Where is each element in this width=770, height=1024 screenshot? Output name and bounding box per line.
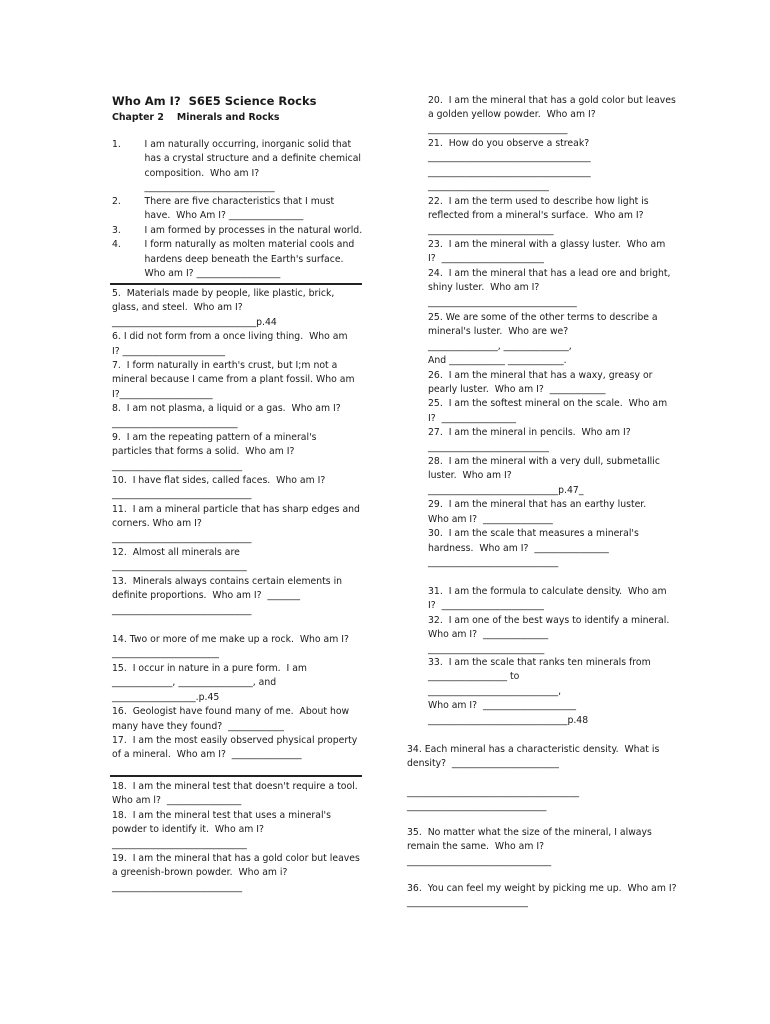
question-block: 31. I am the formula to calculate density. Who am I? ______________________ 32. I am one of the best ways to identify a mineral. Who am I? ______________ _________________________ [428,586,670,655]
question-block: 18. I am the mineral test that doesn't require a tool. Who am l? ________________ 18. I am the mineral test that uses a mineral's powder to identify it. Who am I? _____________________________ [112,781,358,850]
question-block: 36. You can feel my weight by picking me up. Who am I? __________________________ [407,883,677,909]
section-divider [110,283,362,285]
question-block: 1. I am naturally occurring, inorganic solid that has a crystal structure and a definite chemical composition. Who am I? ____________________________ [112,139,361,194]
chapter-subtitle: Chapter 2 Minerals and Rocks [112,112,280,123]
question-block: 21. How do you observe a streak? ___________________________________ ___________________________________ __________________________ [428,138,591,193]
question-block: 34. Each mineral has a characteristic density. What is density? _______________________ [407,744,660,770]
question-block: 35. No matter what the size of the mineral, I always remain the same. Who am I? _______________________________ [407,827,652,867]
question-block: 12. Almost all minerals are _____________________________ [112,547,247,573]
worksheet-title: Who Am I? S6E5 Science Rocks [112,94,317,108]
question-block: 20. I am the mineral that has a gold color but leaves a golden yellow powder. Who am I? ______________________________ [428,95,676,135]
question-block: 11. I am a mineral particle that has sharp edges and corners. Who am I? ______________________________ [112,504,360,544]
question-block: 13. Minerals always contains certain elements in definite proportions. Who am I? _______ ______________________________ [112,576,343,616]
question-block: 25. We are some of the other terms to describe a mineral's luster. Who are we? _______________, ______________, And ____________ ____________. 26. I am the mineral that has a waxy, greasy or pearly luster. Who am I? ____________ 25. I am the softest mineral on the scale. Who am I? ________________ 27. I am the mineral in pencils. Who am I? __________________________ 28. I am the mineral with a very dull, submetallic luster. Who am I? ____________________________p.47_ 29. I am the mineral that has an earthy luster. Who am I? _______________ 30. I am the scale that measures a mineral's hardness. Who am I? ________________ ____________________________ [428,312,668,568]
question-block: 2. There are five characteristics that I must have. Who Am I? ________________ 3. I am formed by processes in the natural world. 4. I form naturally as molten material cools and hardens deep beneath the Earth's surface. Who am I? __________________ [112,196,363,280]
question-block: 23. I am the mineral with a glassy luster. Who am I? ______________________ 24. I am the mineral that has a lead ore and bright, shiny luster. Who am I? ________________________________ [428,239,671,308]
question-block: 14. Two or more of me make up a rock. Who am I? _______________________ [112,634,349,660]
question-block: 19. I am the mineral that has a gold color but leaves a greenish-brown powder. Who am i? ____________________________ [112,853,360,893]
question-block: 15. I occur in nature in a pure form. I am _____________, ________________, and __________________.p.45 16. Geologist have found many of me. About how many have they found? ____________ 17. I am the most easily observed physical property of a mineral. Who am I? _______________ [112,663,358,761]
question-block: 10. I have flat sides, called faces. Who am I? ______________________________ [112,475,326,501]
question-block: 5. Materials made by people, like plastic, brick, glass, and steel. Who am I? _______________________________p.44 6. I did not form from a once living thing. Who am I? ______________________ 7. I form naturally in earth's crust, but I;m not a mineral because I came from a plant fossil. Who am I?____________________ 8. I am not plasma, a liquid or a gas. Who am I? ___________________________ [112,288,355,429]
question-block: 22. I am the term used to describe how light is reflected from a mineral's surface. Who am I? ___________________________ [428,196,649,236]
section-divider [110,775,362,777]
question-block: 33. I am the scale that ranks ten minerals from _________________ to ____________________________, Who am I? ____________________ ______________________________p.48 [428,657,651,726]
answer-lines: _____________________________________ ______________________________ [407,787,579,813]
question-block: 9. I am the repeating pattern of a mineral's particles that forms a solid. Who am I? ____________________________ [112,432,317,472]
